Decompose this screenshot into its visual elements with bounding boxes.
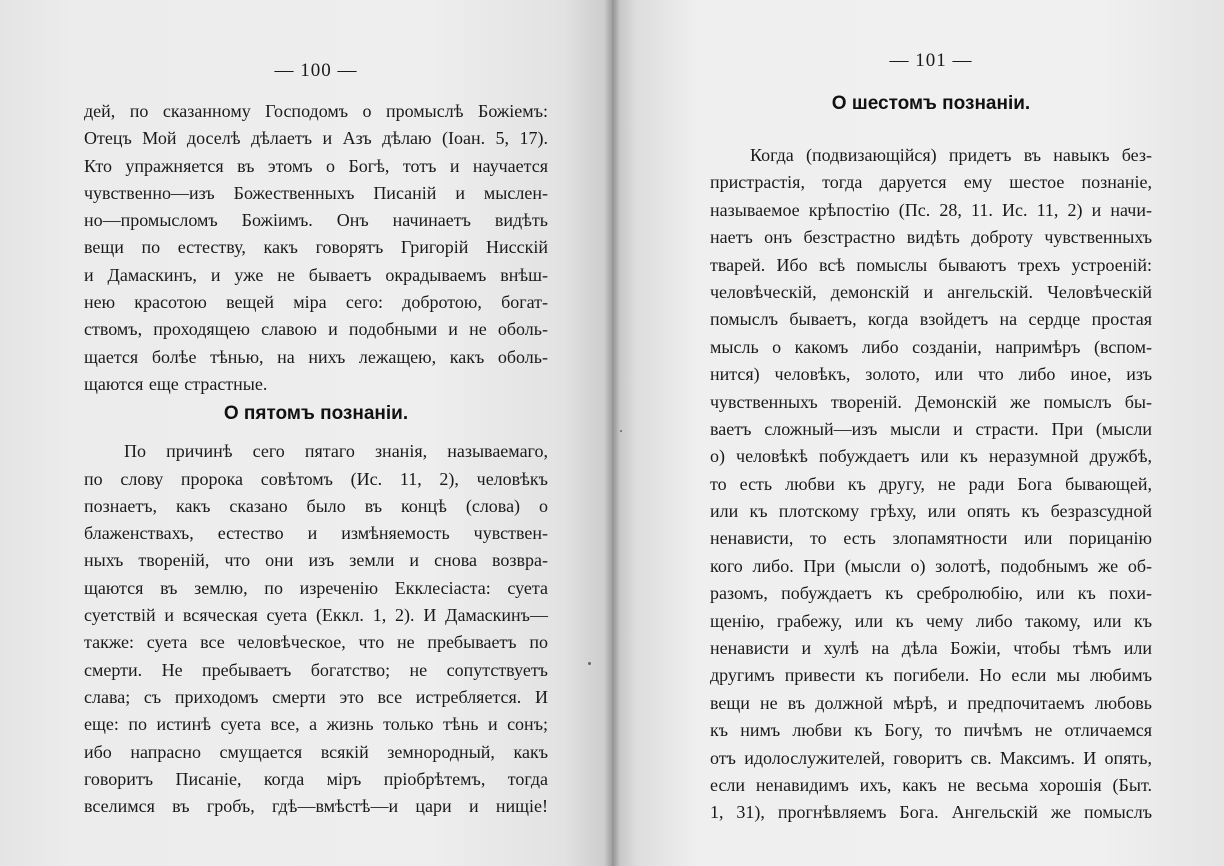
text-line: нею красотою вещей міра сего: добротою, богат-: [84, 292, 548, 313]
text-line: человѣческій, демонскій и ангельскій. Человѣческій: [710, 281, 1152, 302]
spacer: [710, 130, 1152, 142]
text-line: и Дамаскинъ, и уже не бываетъ окрадываемъ внѣш-: [84, 264, 548, 285]
paragraph-3: [710, 142, 1152, 827]
text-line: или къ плотскому грѣху, или опять къ безразсудной: [710, 501, 1152, 522]
text-line: о) человѣкѣ побуждаетъ или къ неразумной дружбѣ,: [710, 446, 1152, 467]
text-line: разомъ, побуждаетъ къ сребролюбію, или къ похи-: [710, 583, 1152, 604]
text-line: наетъ онъ безстрастно видѣть доброту чувственныхъ: [710, 227, 1152, 248]
text-line: слава; съ приходомъ смерти это все истребляется. И: [84, 686, 548, 707]
text-line: ныхъ твореній, что они изъ земли и снова возвра-: [84, 550, 548, 571]
text-line: ствомъ, проходящею славою и подобными и не оболь-: [84, 319, 548, 340]
page-number-left: — 100 —: [274, 60, 358, 81]
text-line: смерти. Не пребываетъ богатство; не сопутствуетъ: [84, 659, 548, 680]
text-line: называемое крѣпостію (Пс. 28, 11. Ис. 11, 2) и начи-: [710, 199, 1152, 220]
paragraph-1: [84, 98, 548, 398]
text-line: отъ идолослужителей, говоритъ св. Максимъ. И опять,: [710, 747, 1152, 768]
text-line: вещи по естеству, какъ говорятъ Григорій Нисскій: [84, 237, 548, 258]
section-heading-fifth: О пятомъ познаніи.: [223, 403, 409, 425]
text-line: познаетъ, какъ сказано было въ концѣ (слова) о: [84, 495, 548, 516]
text-line: ваетъ сложный—изъ мысли и страсти. При (мысли: [710, 418, 1152, 439]
text-line: ненависти, то есть злопамятности или порицанію: [710, 528, 1152, 549]
text-line: Отецъ Мой доселѣ дѣлаетъ и Азъ дѣлаю (Іоан. 5, 17).: [84, 128, 548, 149]
text-line: щаются еще страстные.: [84, 373, 268, 394]
text-line: щенію, грабежу, или къ чему либо такому, или къ: [710, 610, 1152, 631]
text-line: къ нимъ любви къ Богу, то пичѣмъ не отличаемся: [710, 720, 1152, 741]
text-line: то есть любви къ другу, не ради Бога бывающей,: [710, 473, 1152, 494]
text-line: пристрастія, тогда даруется ему шестое познаніе,: [710, 172, 1152, 193]
right-page: [612, 0, 1224, 866]
text-line: блаженствахъ, естество и измѣняемость чувствен-: [84, 523, 548, 544]
book-gutter-shadow: [604, 0, 620, 866]
text-line: щаются въ землю, по изреченію Екклесіаста: суета: [84, 577, 548, 598]
text-line: вселимся въ гробъ, гдѣ—вмѣстѣ—и цари и нищіе!: [84, 796, 548, 817]
text-line: суетствій и всяческая суета (Еккл. 1, 2). И Дамаскинъ—: [84, 605, 548, 626]
print-speck: [588, 662, 591, 665]
text-line: еще: по истинѣ суета все, а жизнь только тѣнь и сонъ;: [84, 714, 548, 735]
text-line: если ненавидимъ ихъ, какъ не весьма хорошія (Быт.: [710, 774, 1152, 795]
text-line: ненависти и хулѣ на дѣла Божіи, чтобы тѣмъ или: [710, 638, 1152, 659]
print-speck: [620, 430, 622, 432]
text-line: Когда (подвизающійся) придетъ въ навыкъ без-: [750, 145, 1152, 165]
text-line: вещи не въ должной мѣрѣ, и предпочитаемъ любовь: [710, 692, 1152, 713]
text-line: нится) человѣкъ, золото, или что либо иное, изъ: [710, 364, 1152, 385]
text-line: другимъ привести къ погибели. Но если мы любимъ: [710, 665, 1152, 686]
paragraph-2: [84, 438, 548, 820]
text-line: кого либо. При (мысли о) золотѣ, подобнымъ же об-: [710, 555, 1152, 576]
text-line: 1, 31), прогнѣвляемъ Бога. Ангельскій же помыслъ: [710, 802, 1152, 823]
text-line: По причинѣ сего пятаго знанія, называемаго,: [124, 441, 548, 462]
text-line: тварей. Ибо всѣ помыслы бываютъ трехъ устроеній:: [710, 254, 1152, 275]
text-line: по слову пророка совѣтомъ (Ис. 11, 2), человѣкъ: [84, 468, 548, 489]
page-number-right: — 101 —: [889, 50, 973, 71]
text-line: но—промысломъ Божіимъ. Онъ начинаетъ видѣть: [84, 210, 548, 231]
text-line: щается болѣе тѣнью, на нихъ лежащею, какъ оболь-: [84, 346, 548, 367]
text-line: ибо напрасно смущается всякій земнородный, какъ: [84, 741, 548, 762]
text-line: Кто упражняется въ этомъ о Богѣ, тотъ и научается: [84, 155, 548, 176]
text-line: говоритъ Писаніе, когда міръ пріобрѣтемъ, тогда: [84, 768, 548, 789]
text-line: чувственно—изъ Божественныхъ Писаній и мыслен-: [84, 182, 548, 203]
text-line: чувственныхъ твореній. Демонскій же помыслъ бы-: [710, 391, 1152, 412]
text-line: дей, по сказанному Господомъ о промыслѣ Божіемъ:: [84, 101, 548, 121]
text-line: также: суета все человѣческое, что не пребываетъ по: [84, 632, 548, 653]
text-line: мысль о какомъ либо созданіи, напримѣръ (вспом-: [710, 336, 1152, 357]
section-heading-sixth: О шестомъ познаніи.: [831, 93, 1031, 114]
spacer: [84, 430, 548, 438]
text-line: помыслъ бываетъ, когда взойдетъ на сердце простая: [710, 309, 1152, 330]
